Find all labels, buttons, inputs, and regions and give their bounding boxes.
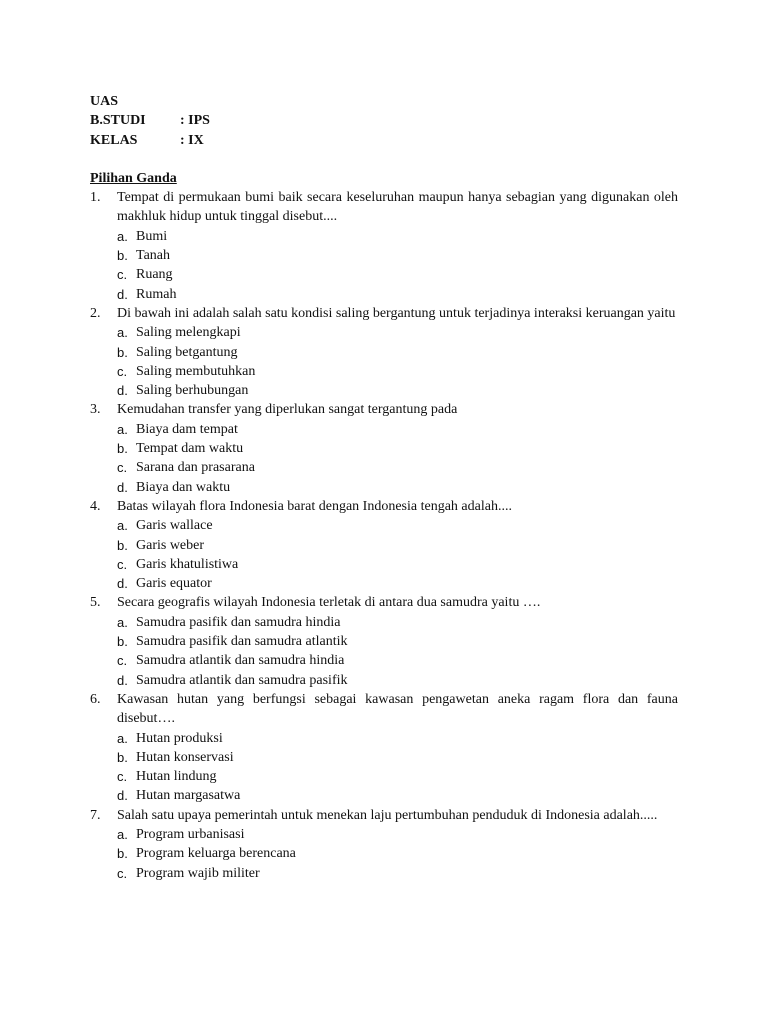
option-letter: b. xyxy=(117,441,128,457)
option-letter: b. xyxy=(117,537,128,553)
option-list xyxy=(117,323,678,400)
option-text: Program wajib militer xyxy=(136,865,260,881)
option-letter: c. xyxy=(117,556,128,572)
option-letter: b. xyxy=(117,749,128,765)
option-letter: c. xyxy=(117,267,128,283)
question-item xyxy=(90,497,678,593)
option-letter: a. xyxy=(117,421,128,437)
answer-option xyxy=(117,786,678,805)
answer-option xyxy=(117,439,678,458)
answer-option xyxy=(117,748,678,767)
option-text: Garis equator xyxy=(136,576,212,592)
option-list xyxy=(117,227,678,304)
question-body xyxy=(117,188,678,304)
question-text: Secara geografis wilayah Indonesia terletak di antara dua samudra yaitu …. xyxy=(117,595,541,611)
question-text: Di bawah ini adalah salah satu kondisi saling bergantung untuk terjadinya interaksi keruangan yaitu xyxy=(117,305,676,321)
answer-option xyxy=(117,574,678,593)
question-item xyxy=(90,188,678,304)
question-body xyxy=(117,806,678,883)
question-item xyxy=(90,304,678,400)
answer-option xyxy=(117,516,678,535)
option-letter: a. xyxy=(117,518,128,534)
option-text: Samudra atlantik dan samudra pasifik xyxy=(136,672,348,688)
option-text: Biaya dan waktu xyxy=(136,479,231,495)
exam-title: UAS xyxy=(90,94,119,109)
question-number: 7. xyxy=(90,807,101,823)
option-text: Bumi xyxy=(136,228,168,244)
option-letter: b. xyxy=(117,248,128,264)
question-item xyxy=(90,690,678,806)
question-item xyxy=(90,400,678,496)
option-text: Garis wallace xyxy=(136,518,213,534)
answer-option xyxy=(117,246,678,265)
option-text: Program urbanisasi xyxy=(136,826,245,842)
option-text: Samudra atlantik dan samudra hindia xyxy=(136,653,345,669)
option-text: Samudra pasifik dan samudra hindia xyxy=(136,614,341,630)
answer-option xyxy=(117,555,678,574)
option-letter: d. xyxy=(117,576,128,592)
option-list xyxy=(117,516,678,593)
document-page xyxy=(90,92,678,883)
answer-option xyxy=(117,651,678,670)
class-value: : IX xyxy=(180,132,204,148)
question-body xyxy=(117,497,678,593)
answer-option xyxy=(117,825,678,844)
option-text: Garis khatulistiwa xyxy=(136,556,239,572)
question-text: Kemudahan transfer yang diperlukan sangat tergantung pada xyxy=(117,402,458,418)
question-number: 5. xyxy=(90,595,101,611)
option-letter: c. xyxy=(117,865,128,881)
answer-option xyxy=(117,536,678,555)
option-letter: a. xyxy=(117,826,128,842)
option-text: Hutan lindung xyxy=(136,769,217,785)
answer-option xyxy=(117,343,678,362)
question-number: 2. xyxy=(90,305,101,321)
option-letter: c. xyxy=(117,460,128,476)
question-text: Tempat di permukaan bumi baik secara keseluruhan maupun hanya sebagian yang digunakan oleh makhluk hidup untuk tinggal disebut.... xyxy=(117,190,678,225)
answer-option xyxy=(117,671,678,690)
answer-option xyxy=(117,323,678,342)
option-letter: d. xyxy=(117,383,128,399)
option-list xyxy=(117,729,678,806)
answer-option xyxy=(117,478,678,497)
question-list xyxy=(90,188,678,883)
answer-option xyxy=(117,458,678,477)
option-text: Hutan konservasi xyxy=(136,749,234,765)
question-item xyxy=(90,593,678,689)
option-text: Saling membutuhkan xyxy=(136,363,256,379)
option-letter: a. xyxy=(117,228,128,244)
option-letter: c. xyxy=(117,769,128,785)
question-body xyxy=(117,304,678,400)
question-number: 6. xyxy=(90,691,101,707)
option-letter: d. xyxy=(117,286,128,302)
question-body xyxy=(117,400,678,496)
option-list xyxy=(117,613,678,690)
question-number: 4. xyxy=(90,498,101,514)
option-letter: d. xyxy=(117,672,128,688)
option-letter: a. xyxy=(117,614,128,630)
option-letter: b. xyxy=(117,846,128,862)
option-letter: c. xyxy=(117,653,128,669)
question-text: Batas wilayah flora Indonesia barat dengan Indonesia tengah adalah.... xyxy=(117,498,512,514)
answer-option xyxy=(117,767,678,786)
question-text: Kawasan hutan yang berfungsi sebagai kawasan pengawetan aneka ragam flora dan fauna disebut…. xyxy=(117,691,678,727)
option-text: Tempat dam waktu xyxy=(136,441,244,457)
question-number: 3. xyxy=(90,402,101,418)
answer-option xyxy=(117,265,678,284)
exam-title-line xyxy=(90,92,678,111)
option-text: Tanah xyxy=(136,248,171,264)
option-letter: b. xyxy=(117,634,128,650)
answer-option xyxy=(117,285,678,304)
section-title: Pilihan Ganda xyxy=(90,170,177,186)
answer-option xyxy=(117,381,678,400)
subject-value: : IPS xyxy=(180,113,210,129)
class-line xyxy=(90,131,678,150)
question-body xyxy=(117,593,678,689)
option-text: Saling betgantung xyxy=(136,344,238,360)
question-text: Salah satu upaya pemerintah untuk menekan laju pertumbuhan penduduk di Indonesia adalah..... xyxy=(117,807,658,823)
subject-line xyxy=(90,111,678,130)
option-text: Program keluarga berencana xyxy=(136,846,296,862)
question-item xyxy=(90,806,678,883)
option-text: Rumah xyxy=(136,286,177,302)
answer-option xyxy=(117,362,678,381)
option-text: Hutan produksi xyxy=(136,730,223,746)
question-body xyxy=(117,690,678,806)
answer-option xyxy=(117,420,678,439)
option-letter: d. xyxy=(117,479,128,495)
answer-option xyxy=(117,864,678,883)
answer-option xyxy=(117,613,678,632)
option-letter: d. xyxy=(117,788,128,804)
option-letter: a. xyxy=(117,325,128,341)
option-text: Saling berhubungan xyxy=(136,383,249,399)
class-label: KELAS xyxy=(90,132,138,148)
option-text: Garis weber xyxy=(136,537,205,553)
answer-option xyxy=(117,729,678,748)
subject-label: B.STUDI xyxy=(90,113,146,129)
answer-option xyxy=(117,632,678,651)
option-text: Saling melengkapi xyxy=(136,325,241,341)
question-number: 1. xyxy=(90,190,101,206)
option-list xyxy=(117,825,678,883)
option-text: Ruang xyxy=(136,267,173,283)
answer-option xyxy=(117,227,678,246)
option-text: Sarana dan prasarana xyxy=(136,460,255,476)
option-letter: c. xyxy=(117,363,128,379)
option-text: Samudra pasifik dan samudra atlantik xyxy=(136,634,348,650)
answer-option xyxy=(117,844,678,863)
option-letter: a. xyxy=(117,730,128,746)
option-text: Biaya dam tempat xyxy=(136,421,238,437)
option-letter: b. xyxy=(117,344,128,360)
option-text: Hutan margasatwa xyxy=(136,788,241,804)
option-list xyxy=(117,420,678,497)
